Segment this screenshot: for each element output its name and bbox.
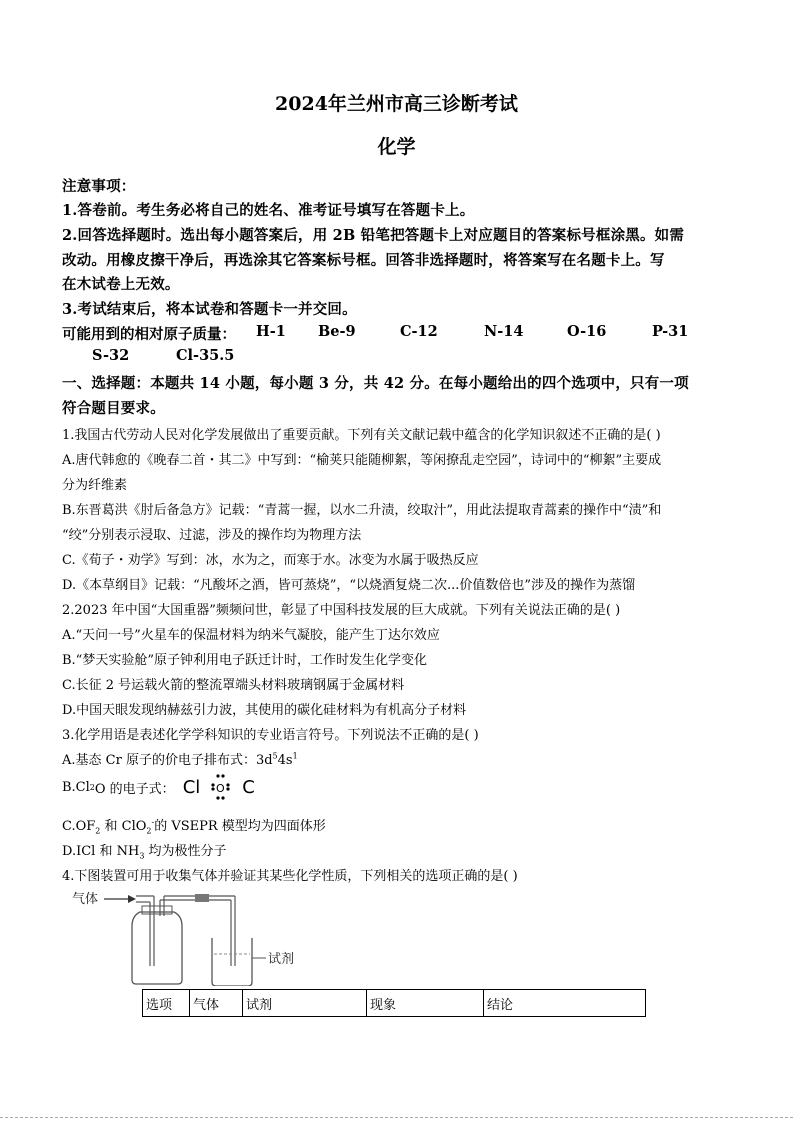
- question-1-option-c: C.《荀子・劝学》写到：冰，水为之，而寒于水。冰变为水属于吸热反应: [62, 553, 479, 568]
- question-2-option-c: C.长征 2 号运载火箭的整流罩端头材料玻璃钢属于金属材料: [62, 678, 405, 693]
- notice-line: 1.答卷前。考生务必将自己的姓名、准考证号填写在答题卡上。: [62, 202, 475, 219]
- gas-collection-apparatus: [70, 886, 330, 986]
- question-3-option-c: $C.OF_2$ 和 ClO$_2$-的 VSEPR 模型均为四面体形: [62, 817, 326, 836]
- table-header-cell: 现象: [367, 990, 484, 1017]
- atomic-mass-item: S-32: [92, 347, 130, 364]
- atomic-mass-item: C-12: [400, 323, 438, 340]
- section-heading: 符合题目要求。: [62, 400, 165, 417]
- question-1-option-b: “绞”分别表示浸取、过滤，涉及的操作均为物理方法: [62, 528, 362, 543]
- table-header-cell: 试剂: [243, 990, 367, 1017]
- question-3-option-a: A.基态 Cr 原子的价电子排布式：$3d^54s^1$: [62, 751, 298, 768]
- atomic-mass-item: O-16: [567, 323, 607, 340]
- oxygen-electron-dots: [208, 773, 234, 801]
- question-1-stem: 1.我国古代劳动人民对化学发展做出了重要贡献。下列有关文献记载中蕴含的化学知识叙述不正确的是( ): [62, 428, 661, 443]
- question-1-option-a: 分为纤维素: [62, 478, 128, 493]
- question-3-option-d: D.ICl 和 $NH_3$ 均为极性分子: [62, 844, 227, 861]
- subject-title: 化学: [377, 136, 416, 158]
- rubber-connector: [195, 894, 209, 902]
- gas-label: 气体: [72, 892, 99, 907]
- notice-line: 2.回答选择题时。选出每小题答案后，用 2B 铅笔把答题卡上对应题目的答案标号框涂黑。如需: [62, 227, 685, 244]
- atomic-mass-item: Cl-35.5: [176, 347, 235, 364]
- notice-line: 3.考试结束后，将本试卷和答题卡一并交回。: [62, 301, 357, 318]
- question-2-option-d: D.中国天眼发现纳赫兹引力波，其使用的碳化硅材料为有机高分子材料: [62, 703, 467, 718]
- atomic-mass-item: P-31: [652, 323, 689, 340]
- page-bottom-divider: [0, 1117, 793, 1118]
- bottle-stopper: [142, 906, 172, 914]
- table-header-row: [143, 990, 646, 1017]
- section-heading: 一、选择题：本题共 14 小题，每小题 3 分，共 42 分。在每小题给出的四个选项中，只有一项: [62, 375, 689, 392]
- table-header-cell: 选项: [143, 990, 190, 1017]
- beaker: [212, 938, 252, 986]
- notice-heading: 注意事项：: [62, 178, 136, 195]
- notice-line: 在木试卷上无效。: [62, 276, 180, 293]
- answer-options-table: [142, 989, 646, 1017]
- question-1-option-b: B.东晋葛洪《肘后备急方》记载：“青蒿一握，以水二升渍，绞取汁”，用此法提取青蒿素的操作中“渍”和: [62, 503, 662, 518]
- atomic-mass-item: H-1: [256, 323, 286, 340]
- electron-formula-atom: Cl: [182, 776, 201, 798]
- question-2-option-a: A.“天问一号”火星车的保温材料为纳米气凝胶，能产生丁达尔效应: [62, 628, 440, 643]
- electron-formula-atom: C: [242, 776, 255, 798]
- notice-line: 改动。用橡皮擦干净后，再选涂其它答案标号框。回答非选择题时，将答案写在名题卡上。写: [62, 252, 665, 269]
- atomic-mass-label: 可能用到的相对原子质量：: [62, 326, 236, 343]
- question-4-stem: 4.下图装置可用于收集气体并验证其某些化学性质，下列相关的选项正确的是( ): [62, 869, 518, 884]
- atomic-mass-item: N-14: [484, 323, 524, 340]
- oxygen-symbol: O: [216, 782, 225, 795]
- electron-dots-icon: [208, 773, 234, 801]
- exam-title: 2024年兰州市高三诊断考试: [275, 93, 518, 115]
- table-header-cell: 气体: [190, 990, 243, 1017]
- question-1-option-d: D.《本草纲目》记载：“凡酸坏之酒，皆可蒸烧”，“以烧酒复烧二次...价值数倍也”涉及的操作为蒸馏: [62, 578, 636, 593]
- atomic-mass-item: Be-9: [318, 323, 356, 340]
- question-3-stem: 3.化学用语是表述化学学科知识的专业语言符号。下列说法不正确的是( ): [62, 728, 479, 743]
- table-header-cell: 结论: [484, 990, 646, 1017]
- reagent-label: 试剂: [268, 952, 295, 967]
- question-1-option-a: A.唐代韩愈的《晚春二首・其二》中写到：“榆荚只能随柳絮，等闲撩乱走空园”，诗词中的“柳絮”主要成: [62, 453, 662, 468]
- question-3-option-b: B.Cl 2 O 的电子式： Cl O C: [62, 773, 255, 801]
- question-2-option-b: B.“梦天实验舱”原子钟利用电子跃迁计时，工作时发生化学变化: [62, 653, 427, 668]
- collection-bottle: [132, 912, 182, 984]
- question-2-stem: 2.2023 年中国“大国重器”频频问世，彰显了中国科技发展的巨大成就。下列有关说法正确的是( ): [62, 603, 621, 618]
- arrow-head-icon: [128, 895, 136, 903]
